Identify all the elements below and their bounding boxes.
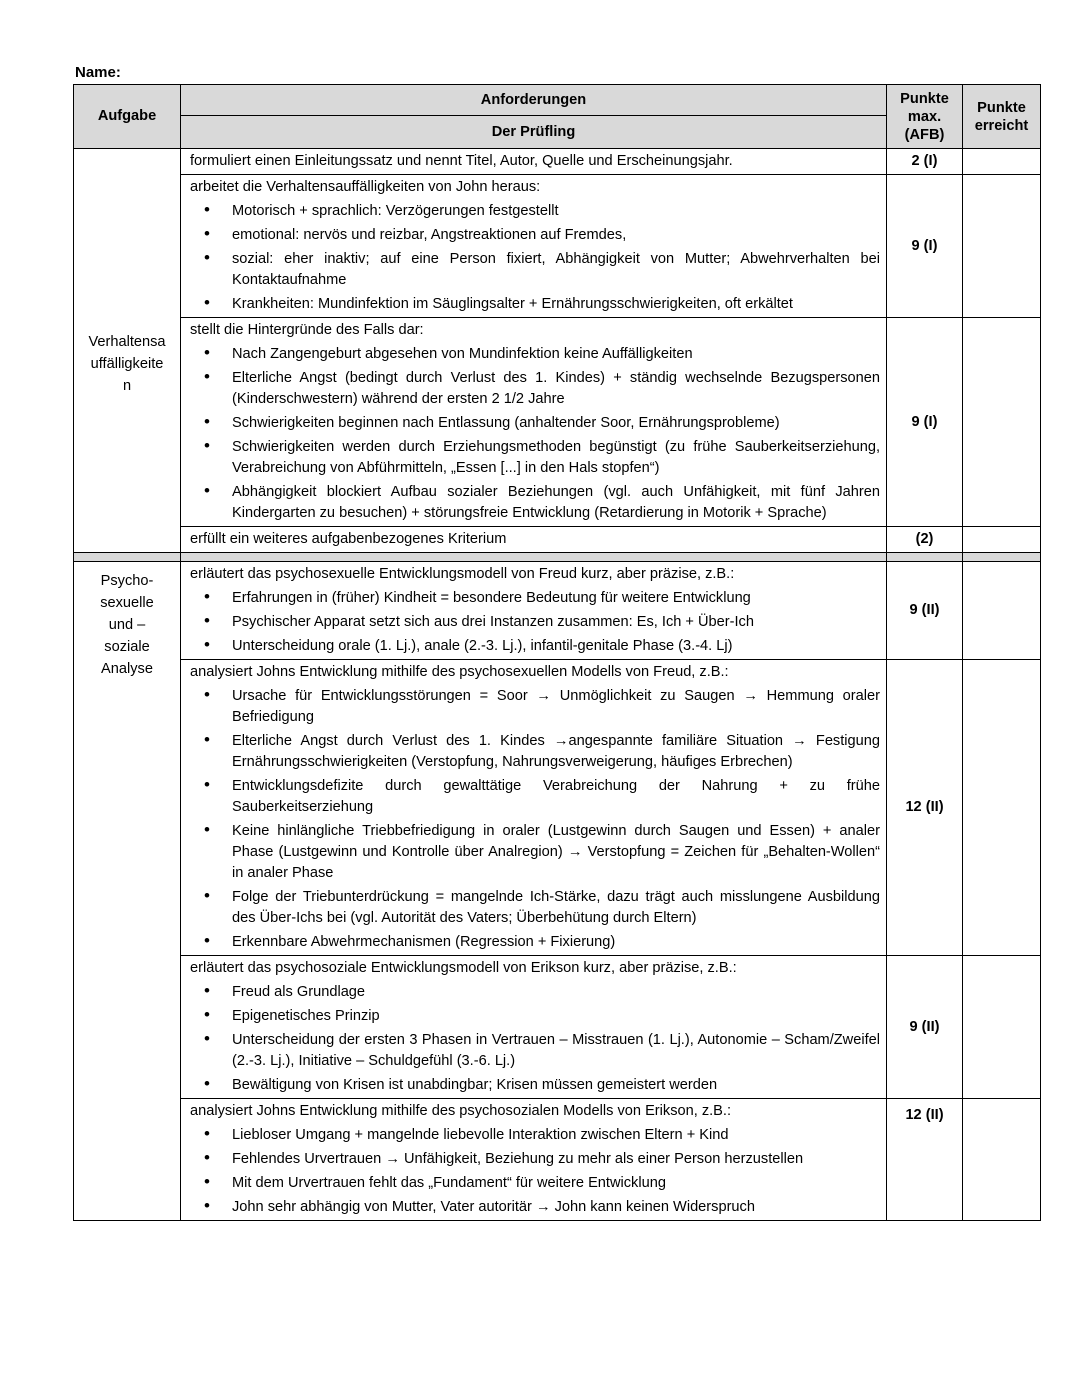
list-item: • Elterliche Angst (bedingt durch Verlust des 1. Kindes) + ständig wechselnde Bezugspersonen (Kinderschwestern) während der ersten 2 1/2 Jahre — [190, 366, 880, 410]
table-row — [74, 175, 1041, 318]
list-item: • Erfahrungen in (früher) Kindheit = besondere Bedeutung für weitere Entwicklung — [190, 586, 880, 609]
header-punkte-max: Punkte max. (AFB) — [887, 85, 963, 149]
table-row — [74, 660, 1041, 956]
list-item: • Motorisch + sprachlich: Verzögerungen festgestellt — [190, 199, 880, 222]
list-item: • Unterscheidung orale (1. Lj.), anale (2.-3. Lj.), infantil-genitale Phase (3.-4. Lj) — [190, 634, 880, 657]
requirement-cell: analysiert Johns Entwicklung mithilfe des psychosozialen Modells von Erikson, z.B.: • Liebloser Umgang + mangelnde liebevolle Interaktion zwischen Eltern + Kind • Fehlendes Urvertrauen → Unfähigkeit, Beziehung zu mehr als einer Person herzustellen • Mit dem Urvertrauen fehlt das „Fundament“ für weitere Entwicklung • John sehr abhängig von Mutter, Vater autoritär → John kann keinen Widerspruch — [181, 1099, 887, 1221]
points-achieved[interactable] — [963, 660, 1041, 956]
points-max: 9 (I) — [887, 318, 963, 527]
list-item: • Psychischer Apparat setzt sich aus drei Instanzen zusammen: Es, Ich + Über-Ich — [190, 610, 880, 633]
header-row — [74, 85, 1041, 116]
list-item: • Fehlendes Urvertrauen → Unfähigkeit, Beziehung zu mehr als einer Person herzustellen — [190, 1147, 880, 1170]
list-item: • Bewältigung von Krisen ist unabdingbar; Krisen müssen gemeistert werden — [190, 1073, 880, 1096]
header-der-pruefling: Der Prüfling — [181, 116, 887, 149]
points-achieved[interactable] — [963, 562, 1041, 660]
points-max: 9 (II) — [887, 956, 963, 1099]
header-anforderungen: Anforderungen — [181, 85, 887, 116]
requirement-cell: formuliert einen Einleitungssatz und nennt Titel, Autor, Quelle und Erscheinungsjahr. — [181, 149, 887, 175]
points-max: 9 (I) — [887, 175, 963, 318]
requirement-cell: erläutert das psychosexuelle Entwicklungsmodell von Freud kurz, aber präzise, z.B.: • Erfahrungen in (früher) Kindheit = besondere Bedeutung für weitere Entwicklung • Psychischer Apparat setzt sich aus drei Instanzen zusammen: Es, Ich + Über-Ich • Unterscheidung orale (1. Lj.), anale (2.-3. Lj.), infantil-genitale Phase (3.-4. Lj) — [181, 562, 887, 660]
task-cell-psychosexuelle-analyse: Psycho- sexuelle und – soziale Analyse — [74, 562, 181, 1221]
list-item: • Ursache für Entwicklungsstörungen = Soor → Unmöglichkeit zu Saugen → Hemmung oraler Befriedigung — [190, 684, 880, 728]
table-row — [74, 318, 1041, 527]
requirement-cell: arbeitet die Verhaltensauffälligkeiten von John heraus: • Motorisch + sprachlich: Verzögerungen festgestellt • emotional: nervös und reizbar, Angstreaktionen auf Fremdes, • sozial: eher inaktiv; auf eine Person fixiert, Abhängigkeit von Mutter; Abwehrverhalten bei Kontaktaufnahme • Krankheiten: Mundinfektion im Säuglingsalter + Ernährungsschwierigkeiten, oft erkältet — [181, 175, 887, 318]
name-label: Name: — [75, 64, 121, 81]
points-achieved[interactable] — [963, 149, 1041, 175]
list-item: • Abhängigkeit blockiert Aufbau sozialer Beziehungen (vgl. auch Unfähigkeit, mit fünf Jahren Kindergarten zu besuchen) + störungsfreie Entwicklung (Retardierung in Motorik + Sprache) — [190, 480, 880, 524]
points-max: 2 (I) — [887, 149, 963, 175]
requirement-cell: erläutert das psychosoziale Entwicklungsmodell von Erikson kurz, aber präzise, z.B.: • Freud als Grundlage • Epigenetisches Prinzip • Unterscheidung der ersten 3 Phasen in Vertrauen – Misstrauen (1. Lj.), Autonomie – Scham/Zweifel (2.-3. Lj.), Initiative – Schuldgefühl (3.-6. Lj.) • Bewältigung von Krisen ist unabdingbar; Krisen müssen gemeistert werden — [181, 956, 887, 1099]
table-row — [74, 149, 1041, 175]
list-item: • Elterliche Angst durch Verlust des 1. Kindes →angespannte familiäre Situation → Festigung Ernährungsschwierigkeiten (Verstopfung, Nahrungsverweigerung, häufiges Erbrechen) — [190, 729, 880, 773]
points-achieved[interactable] — [963, 1099, 1041, 1221]
list-item: • Liebloser Umgang + mangelnde liebevolle Interaktion zwischen Eltern + Kind — [190, 1123, 880, 1146]
header-aufgabe: Aufgabe — [74, 85, 181, 149]
section-separator — [74, 553, 1041, 562]
points-max: 12 (II) — [887, 660, 963, 956]
list-item: • sozial: eher inaktiv; auf eine Person fixiert, Abhängigkeit von Mutter; Abwehrverhalten bei Kontaktaufnahme — [190, 247, 880, 291]
points-achieved[interactable] — [963, 527, 1041, 553]
points-achieved[interactable] — [963, 318, 1041, 527]
table-row — [74, 1099, 1041, 1221]
list-item: • Krankheiten: Mundinfektion im Säuglingsalter + Ernährungsschwierigkeiten, oft erkältet — [190, 292, 880, 315]
list-item: • Schwierigkeiten beginnen nach Entlassung (anhaltender Soor, Ernährungsprobleme) — [190, 411, 880, 434]
points-achieved[interactable] — [963, 175, 1041, 318]
requirement-cell: erfüllt ein weiteres aufgabenbezogenes Kriterium — [181, 527, 887, 553]
table-row — [74, 956, 1041, 1099]
points-max: (2) — [887, 527, 963, 553]
requirement-cell: stellt die Hintergründe des Falls dar: • Nach Zangengeburt abgesehen von Mundinfektion keine Auffälligkeiten • Elterliche Angst (bedingt durch Verlust des 1. Kindes) + ständig wechselnde Bezugspersonen (Kinderschwestern) während der ersten 2 1/2 Jahre • Schwierigkeiten beginnen nach Entlassung (anhaltender Soor, Ernährungsprobleme) • Schwierigkeiten werden durch Erziehungsmethoden begünstigt (zu frühe Sauberkeitserziehung, Verabreichung von Abführmitteln, „Essen [...] in den Hals stopfen“) • Abhängigkeit blockiert Aufbau sozialer Beziehungen (vgl. auch Unfähigkeit, mit fünf Jahren Kindergarten zu besuchen) + störungsfreie Entwicklung (Retardierung in Motorik + Sprache) — [181, 318, 887, 527]
header-punkte-erreicht: Punkte erreicht — [963, 85, 1041, 149]
list-item: • Erkennbare Abwehrmechanismen (Regression + Fixierung) — [190, 930, 880, 953]
list-item: • Entwicklungsdefizite durch gewalttätige Verabreichung der Nahrung + zu frühe Sauberkeitserziehung — [190, 774, 880, 818]
task-cell-verhaltensauffaelligkeiten: Verhaltensa uffälligkeite n — [74, 149, 181, 553]
grading-table — [73, 84, 1041, 1221]
points-max: 12 (II) — [887, 1099, 963, 1221]
list-item: • Keine hinlängliche Triebbefriedigung in oraler (Lustgewinn durch Saugen und Essen) + analer Phase (Lustgewinn und Kontrolle über Analregion) → Verstopfung = Zeichen für „Behalten-Wollen“ in analer Phase — [190, 819, 880, 884]
table-row — [74, 562, 1041, 660]
list-item: • Mit dem Urvertrauen fehlt das „Fundament“ für weitere Entwicklung — [190, 1171, 880, 1194]
list-item: • Unterscheidung der ersten 3 Phasen in Vertrauen – Misstrauen (1. Lj.), Autonomie – Scham/Zweifel (2.-3. Lj.), Initiative – Schuldgefühl (3.-6. Lj.) — [190, 1028, 880, 1072]
table-row — [74, 527, 1041, 553]
list-item: • emotional: nervös und reizbar, Angstreaktionen auf Fremdes, — [190, 223, 880, 246]
points-achieved[interactable] — [963, 956, 1041, 1099]
list-item: • Schwierigkeiten werden durch Erziehungsmethoden begünstigt (zu frühe Sauberkeitserziehung, Verabreichung von Abführmitteln, „Essen [...] in den Hals stopfen“) — [190, 435, 880, 479]
requirement-cell: analysiert Johns Entwicklung mithilfe des psychosexuellen Modells von Freud, z.B.: • Ursache für Entwicklungsstörungen = Soor → Unmöglichkeit zu Saugen → Hemmung oraler Befriedigung • Elterliche Angst durch Verlust des 1. Kindes →angespannte familiäre Situation → Festigung Ernährungsschwierigkeiten (Verstopfung, Nahrungsverweigerung, häufiges Erbrechen) • Entwicklungsdefizite durch gewalttätige Verabreichung der Nahrung + zu frühe Sauberkeitserziehung • Keine hinlängliche Triebbefriedigung in oraler (Lustgewinn durch Saugen und Essen) + analer Phase (Lustgewinn und Kontrolle über Analregion) → Verstopfung = Zeichen für „Behalten-Wollen“ in analer Phase • Folge der Triebunterdrückung = mangelnde Ich-Stärke, dazu trägt auch misslungene Ausbildung des Über-Ichs bei (vgl. Autorität des Vaters; Überbehütung durch Eltern) • Erkennbare Abwehrmechanismen (Regression + Fixierung) — [181, 660, 887, 956]
list-item: • Freud als Grundlage — [190, 980, 880, 1003]
list-item: • John sehr abhängig von Mutter, Vater autoritär → John kann keinen Widerspruch — [190, 1195, 880, 1218]
list-item: • Folge der Triebunterdrückung = mangelnde Ich-Stärke, dazu trägt auch misslungene Ausbildung des Über-Ichs bei (vgl. Autorität des Vaters; Überbehütung durch Eltern) — [190, 885, 880, 929]
list-item: • Epigenetisches Prinzip — [190, 1004, 880, 1027]
points-max: 9 (II) — [887, 562, 963, 660]
list-item: • Nach Zangengeburt abgesehen von Mundinfektion keine Auffälligkeiten — [190, 342, 880, 365]
